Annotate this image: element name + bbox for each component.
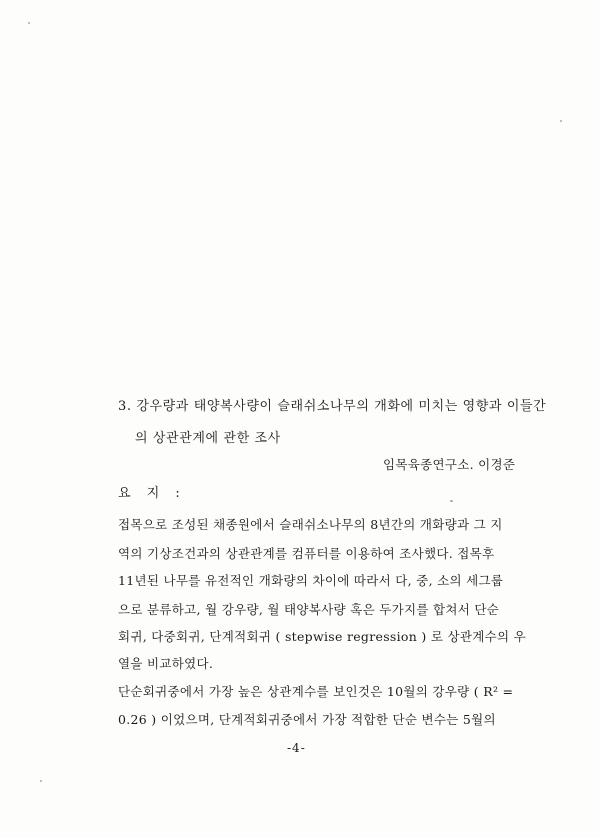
body-line: 회귀, 다중회귀, 단계적회귀 ( stepwise regression ) 로 상관계수의 우 bbox=[118, 629, 527, 644]
body-line: 단순회귀중에서 가장 높은 상관계수를 보인것은 10월의 강우량 ( R² = bbox=[118, 684, 514, 699]
scan-speck bbox=[40, 780, 42, 782]
scan-speck bbox=[28, 22, 30, 24]
page-number: -4- bbox=[287, 741, 306, 755]
scan-speck bbox=[450, 500, 453, 502]
summary-heading: 요 지 : bbox=[118, 486, 186, 501]
body-line: 11년된 나무를 유전적인 개화량의 차이에 따라서 다, 중, 소의 세그룹 bbox=[118, 573, 504, 588]
scan-speck bbox=[560, 120, 562, 122]
article-title-line-2: 의 상관관계에 관한 조사 bbox=[135, 431, 281, 446]
author-affiliation: 임목육종연구소. 이경준 bbox=[383, 457, 516, 472]
body-line: 역의 기상조건과의 상관관계를 컴퓨터를 이용하여 조사했다. 접목후 bbox=[118, 546, 495, 561]
article-title-line-1: 3. 강우량과 태양복사량이 슬래쉬소나무의 개화에 미치는 영향과 이들간 bbox=[118, 399, 547, 414]
body-line: 0.26 ) 이었으며, 단계적회귀중에서 가장 적합한 단순 변수는 5월의 bbox=[118, 712, 496, 727]
body-line: 열을 비교하였다. bbox=[118, 656, 214, 671]
body-line: 으로 분류하고, 월 강우량, 월 태양복사량 혹은 두가지를 합쳐서 단순 bbox=[118, 602, 500, 617]
body-line: 접목으로 조성된 채종원에서 슬래쉬소나무의 8년간의 개화량과 그 지 bbox=[118, 517, 503, 532]
